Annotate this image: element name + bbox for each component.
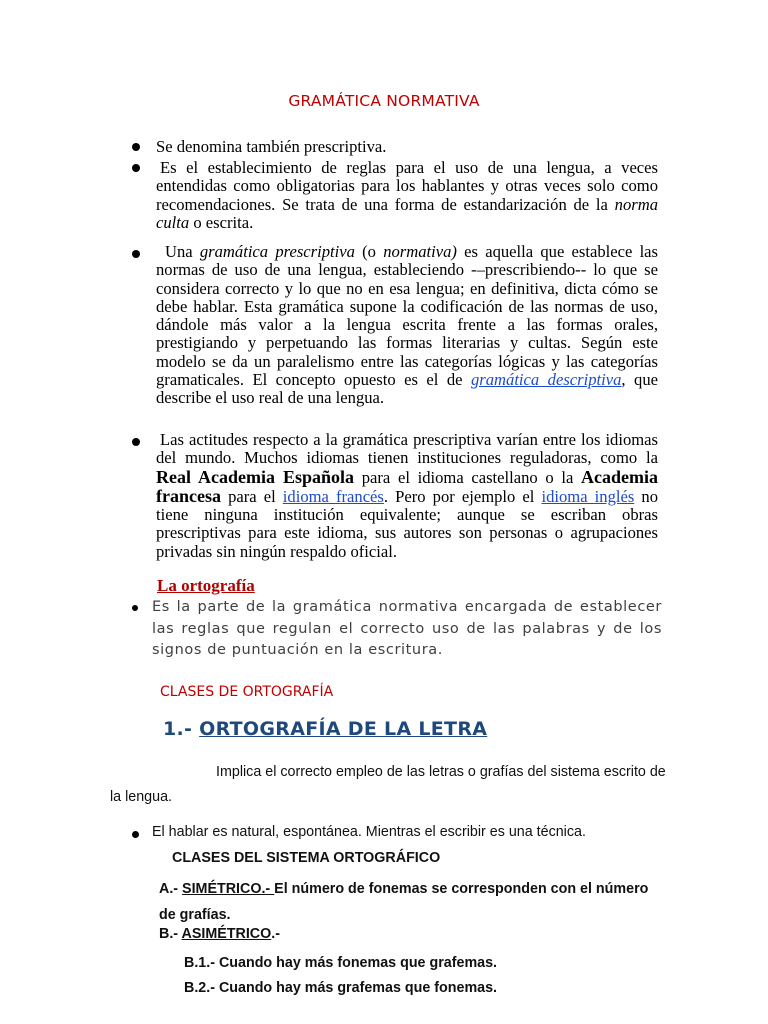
bullet-dot — [132, 438, 140, 446]
link-gramatica-descriptiva[interactable]: gramática descriptiva — [470, 370, 622, 390]
item-prefix: B.- — [159, 926, 182, 942]
bullet-text: Las actitudes respecto a la gramática prescriptiva varían entre los idiomas del mundo. Muchos idiomas tienen instituciones reguladoras, como la — [156, 430, 658, 468]
bullet-gramatica-prescriptiva — [156, 243, 658, 408]
section-heading-letra — [163, 718, 487, 740]
italic-text: normativa) — [383, 242, 457, 261]
section-title: ORTOGRAFÍA DE LA LETRA — [199, 718, 488, 740]
bullet-actitudes — [156, 431, 658, 561]
item-asimetrico — [159, 926, 280, 942]
bullet-text: Es el establecimiento de reglas para el uso de una lengua, a veces entendidas como obligatorias para los hablantes y otras veces solo como recomendaciones. Se trata de una forma de estandarización de la — [156, 158, 658, 214]
bullet-text: para el idioma castellano o la — [354, 467, 582, 487]
bullet-dot — [132, 831, 139, 838]
bullet-dot — [132, 250, 140, 258]
bullet-text: (o — [354, 242, 384, 261]
bullet-dot — [132, 164, 140, 172]
sistema-heading: CLASES DEL SISTEMA ORTOGRÁFICO — [172, 850, 441, 866]
ortografia-heading: La ortografía — [157, 576, 255, 595]
bullet-text: Se denomina también prescriptiva. — [156, 137, 387, 156]
bullet-text: o escrita. — [189, 212, 254, 232]
item-b2: B.2.- Cuando hay más grafemas que fonemas. — [184, 980, 498, 996]
bullet-text: es aquella que establece las normas de uso de una lengua, estableciendo -–prescribiendo-- lo que se considera correcto y lo que no en esa lengua; en definitiva, dicta cómo se debe hablar. Esta gramática supone la codificación de las normas de uso, dándole más valor a la lengua escrita frente a las formas orales, prestigiando y perpetuando las formas literarias y cultas. Según este modelo se da un paralelismo entre las categorías lógicas y las categorías gramaticales. El concepto opuesto es el de — [156, 242, 659, 390]
item-simetrico — [159, 876, 659, 928]
paragraph-text: Implica el correcto empleo de las letras o grafías del sistema escrito de la lengua. — [110, 764, 666, 805]
italic-text: norma culta — [156, 194, 658, 232]
section-paragraph — [110, 760, 670, 810]
item-suffix: .- — [271, 926, 280, 942]
term-asimetrico: ASIMÉTRICO — [181, 926, 272, 942]
bullet-establecimiento — [156, 159, 658, 232]
section-number: 1.- — [163, 718, 200, 740]
term-simetrico: SIMÉTRICO.- — [182, 881, 275, 897]
bullet-prescriptiva — [156, 138, 658, 156]
clases-ortografia-heading: CLASES DE ORTOGRAFÍA — [160, 684, 334, 700]
bold-text-rae: Real Academia Española — [156, 466, 355, 487]
bullet-text: . Pero por ejemplo el — [383, 486, 542, 506]
bold-text-academia-francesa: Academia francesa — [156, 466, 658, 506]
ortografia-definition: Es la parte de la gramática normativa encargada de establecer las reglas que regulan el correcto uso de las palabras y de los signos de puntuación en la escritura. — [152, 599, 662, 658]
italic-text: gramática prescriptiva — [199, 242, 355, 261]
bullet-text: para el — [220, 486, 283, 506]
bullet-text: no tiene ninguna institución equivalente; aunque se escriban obras prescriptivas para este idioma, sus autores son personas o agrupaciones privadas sin ningún respaldo oficial. — [156, 486, 659, 561]
link-idioma-ingles[interactable]: idioma inglés — [541, 486, 635, 506]
bullet-dot — [132, 143, 140, 151]
bullet-hablar: El hablar es natural, espontánea. Mientras el escribir es una técnica. — [152, 824, 586, 840]
item-b1: B.1.- Cuando hay más fonemas que grafemas. — [184, 955, 498, 971]
bullet-text: , que describe el uso real de una lengua. — [156, 370, 658, 408]
link-idioma-frances[interactable]: idioma francés — [282, 486, 384, 506]
bullet-text: Una — [165, 242, 200, 261]
page-title: GRAMÁTICA NORMATIVA — [288, 92, 480, 110]
item-text: El número de fonemas se corresponden con el número de grafías. — [159, 881, 649, 923]
item-prefix: A.- — [159, 881, 183, 897]
bullet-dot — [132, 605, 138, 611]
